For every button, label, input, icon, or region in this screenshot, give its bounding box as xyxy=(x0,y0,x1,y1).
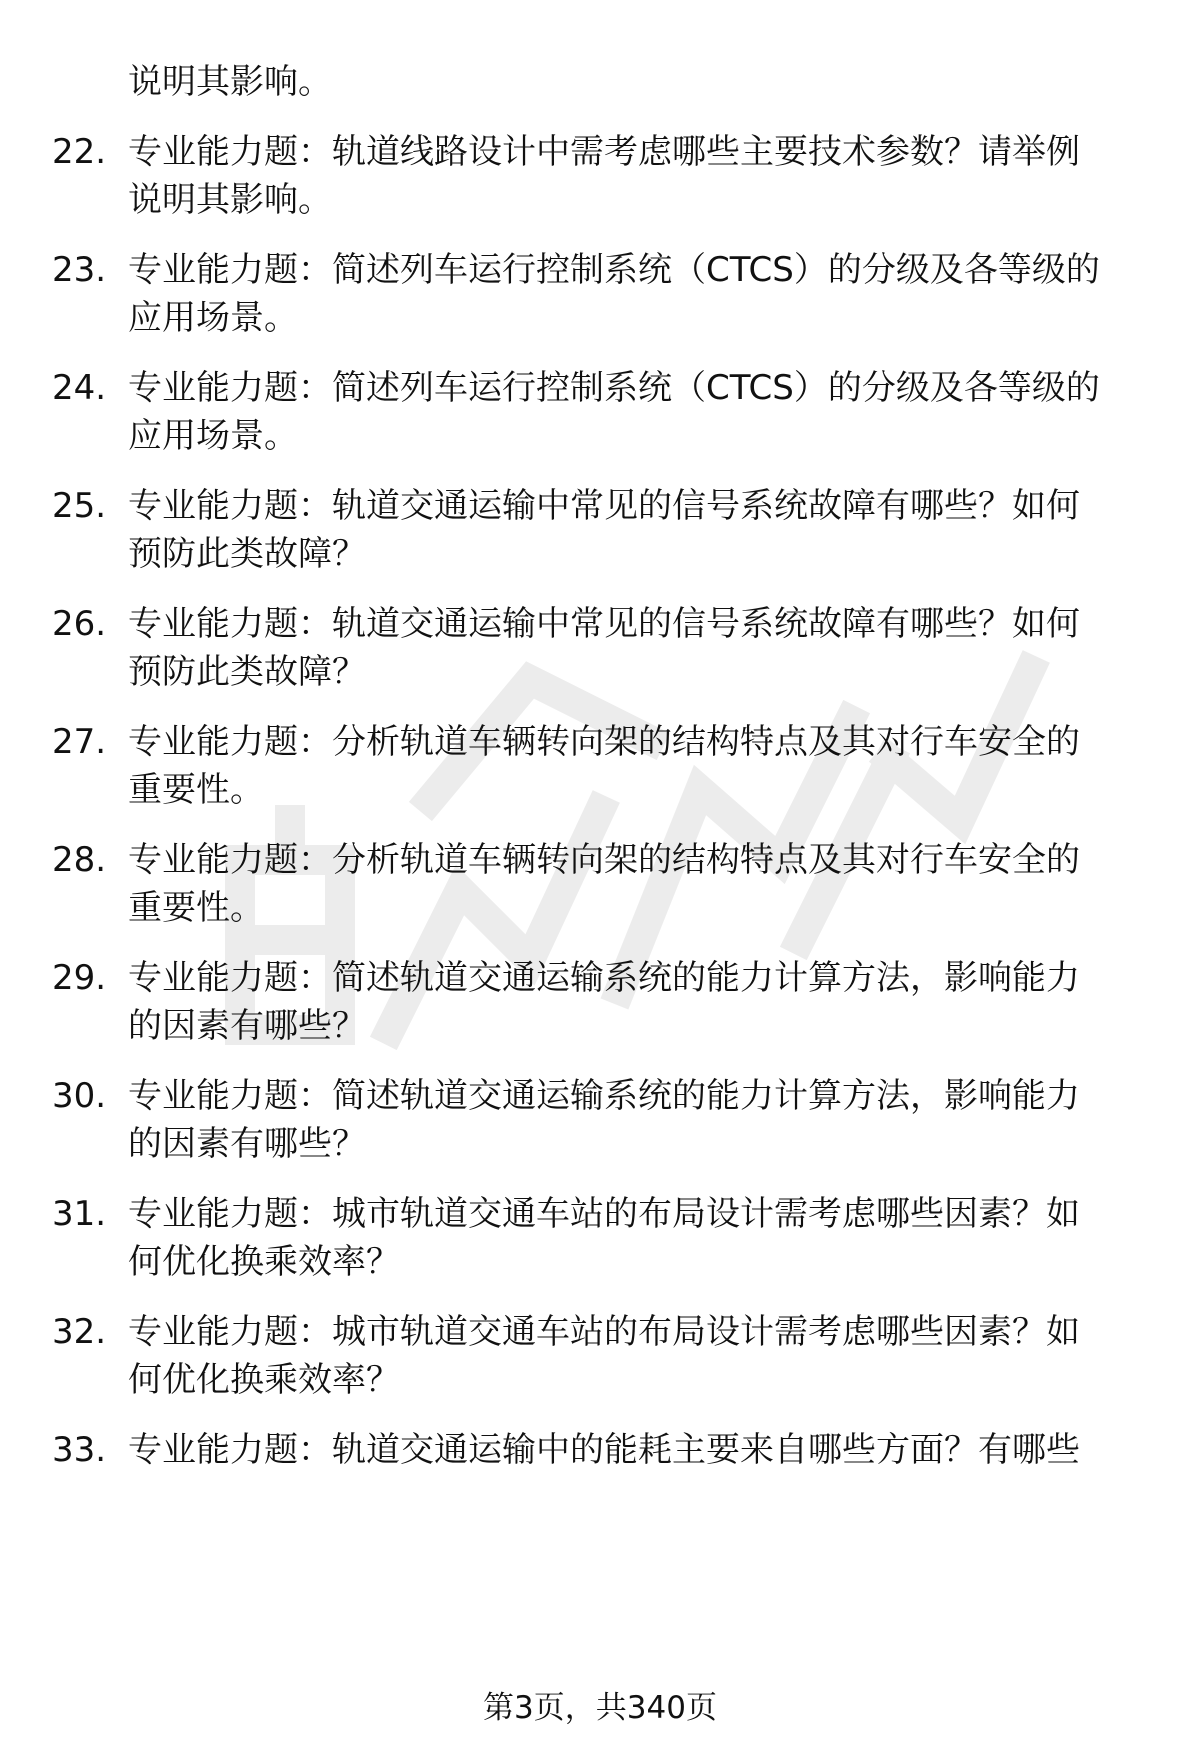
item-line: 说明其影响。 xyxy=(128,62,332,102)
item-text xyxy=(128,718,1158,814)
item-number: 33. xyxy=(52,1430,107,1470)
item-text xyxy=(128,954,1158,1050)
item-text xyxy=(128,1190,1158,1286)
item-line: 的因素有哪些？ xyxy=(128,1124,366,1164)
item-number: 23. xyxy=(52,250,107,290)
item-number: 32. xyxy=(52,1312,107,1352)
item-line: 应用场景。 xyxy=(128,416,298,456)
item-number: 29. xyxy=(52,958,107,998)
item-line: 何优化换乘效率？ xyxy=(128,1360,400,1400)
item-line: 预防此类故障？ xyxy=(128,652,366,692)
item-number: 27. xyxy=(52,722,107,762)
item-line: 何优化换乘效率？ xyxy=(128,1242,400,1282)
item-text xyxy=(128,58,1158,106)
item-line: 应用场景。 xyxy=(128,298,298,338)
item-line: 专业能力题：分析轨道车辆转向架的结构特点及其对行车安全的 xyxy=(128,722,1080,762)
item-text xyxy=(128,1072,1158,1168)
item-line: 专业能力题：简述轨道交通运输系统的能力计算方法，影响能力 xyxy=(128,1076,1080,1116)
item-line: 专业能力题：轨道交通运输中的能耗主要来自哪些方面？有哪些 xyxy=(128,1430,1080,1470)
item-line: 专业能力题：简述轨道交通运输系统的能力计算方法，影响能力 xyxy=(128,958,1080,998)
item-text xyxy=(128,128,1158,224)
item-line: 专业能力题：轨道交通运输中常见的信号系统故障有哪些？如何 xyxy=(128,604,1080,644)
item-line: 重要性。 xyxy=(128,888,264,928)
item-number: 30. xyxy=(52,1076,107,1116)
item-number: 22. xyxy=(52,132,107,172)
item-text xyxy=(128,246,1158,342)
item-text xyxy=(128,482,1158,578)
item-text xyxy=(128,364,1158,460)
item-number: 31. xyxy=(52,1194,107,1234)
item-number: 28. xyxy=(52,840,107,880)
item-number: 26. xyxy=(52,604,107,644)
item-line: 说明其影响。 xyxy=(128,180,332,220)
item-line: 的因素有哪些？ xyxy=(128,1006,366,1046)
item-line: 专业能力题：分析轨道车辆转向架的结构特点及其对行车安全的 xyxy=(128,840,1080,880)
item-text xyxy=(128,1426,1158,1474)
item-text xyxy=(128,836,1158,932)
item-line: 专业能力题：简述列车运行控制系统（CTCS）的分级及各等级的 xyxy=(128,368,1100,408)
item-text xyxy=(128,600,1158,696)
item-line: 预防此类故障？ xyxy=(128,534,366,574)
item-number: 25. xyxy=(52,486,107,526)
item-line: 专业能力题：城市轨道交通车站的布局设计需考虑哪些因素？如 xyxy=(128,1312,1080,1352)
item-number: 24. xyxy=(52,368,107,408)
item-line: 专业能力题：简述列车运行控制系统（CTCS）的分级及各等级的 xyxy=(128,250,1100,290)
item-text xyxy=(128,1308,1158,1404)
item-line: 专业能力题：轨道线路设计中需考虑哪些主要技术参数？请举例 xyxy=(128,132,1080,172)
item-line: 重要性。 xyxy=(128,770,264,810)
item-line: 专业能力题：城市轨道交通车站的布局设计需考虑哪些因素？如 xyxy=(128,1194,1080,1234)
item-line: 专业能力题：轨道交通运输中常见的信号系统故障有哪些？如何 xyxy=(128,486,1080,526)
page-number-footer: 第3页，共340页 xyxy=(483,1690,717,1726)
